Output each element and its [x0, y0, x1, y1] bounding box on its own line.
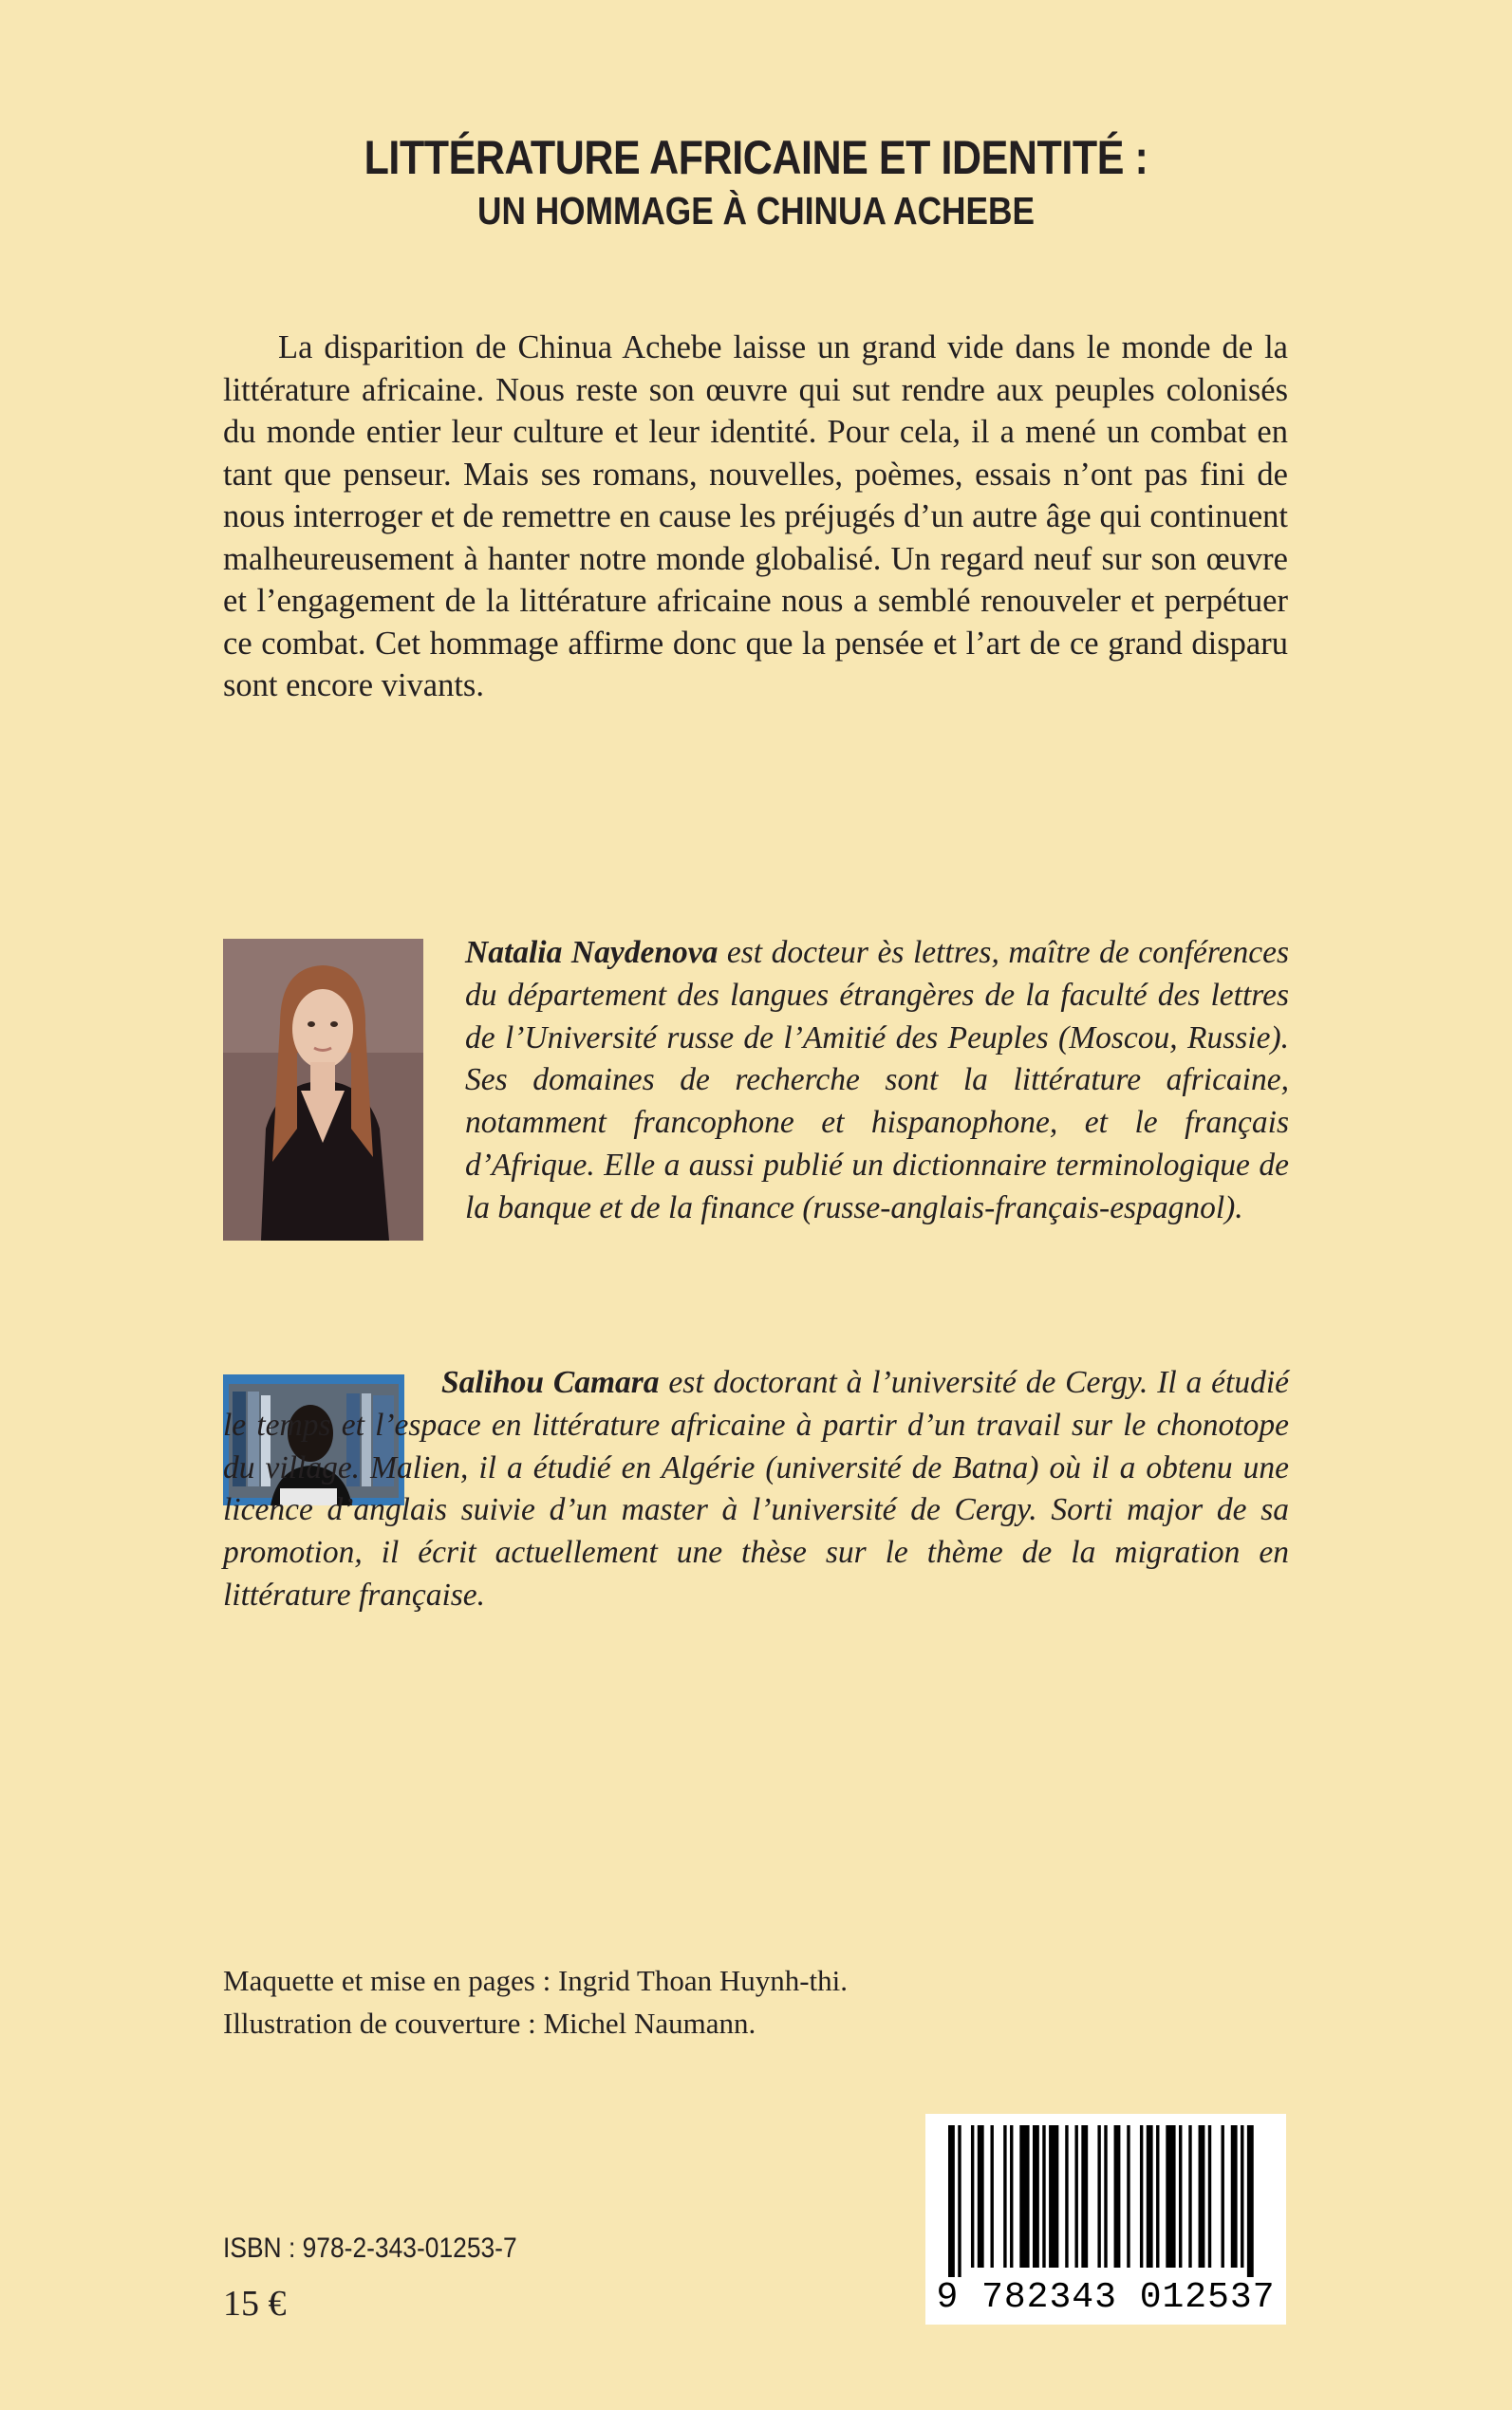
- author-bio-naydenova: [465, 932, 1289, 1230]
- barcode-bar: [1074, 2125, 1077, 2268]
- barcode-bar: [1065, 2125, 1068, 2268]
- barcode-bar: [971, 2125, 974, 2268]
- barcode-bar: [1019, 2125, 1029, 2268]
- barcode-bar: [1247, 2125, 1254, 2277]
- barcode-digits: 9 782343 012537: [936, 2277, 1276, 2318]
- book-subtitle: UN HOMMAGE À CHINUA ACHEBE: [476, 189, 1036, 233]
- barcode-bar: [1003, 2125, 1006, 2268]
- barcode-bar: [978, 2125, 984, 2268]
- barcode-bar: [1081, 2125, 1088, 2268]
- barcode-bar: [1241, 2125, 1243, 2268]
- barcode-bar: [1127, 2125, 1129, 2268]
- credit-illustration: Illustration de couverture : Michel Naumann.: [223, 2007, 756, 2040]
- book-title: LITTÉRATURE AFRICAINE ET IDENTITÉ :: [364, 131, 1148, 184]
- book-title-block: [0, 129, 1512, 235]
- barcode-bar: [1042, 2125, 1045, 2268]
- barcode-bar: [1010, 2125, 1013, 2268]
- price: 15 €: [223, 2284, 287, 2324]
- barcode-bar: [1147, 2125, 1153, 2268]
- author-bio-camara: [223, 1362, 1289, 1617]
- barcode-bar: [1049, 2125, 1058, 2268]
- barcode-bar: [1166, 2125, 1175, 2268]
- barcode-bar: [1179, 2125, 1182, 2268]
- barcode-bar: [1188, 2125, 1191, 2268]
- barcode-bars: [948, 2125, 1263, 2277]
- credit-layout: Maquette et mise en pages : Ingrid Thoan Huynh-thi.: [223, 1964, 849, 1997]
- barcode-bar: [1208, 2125, 1211, 2268]
- barcode-bar: [990, 2125, 993, 2268]
- barcode-bar: [1231, 2125, 1238, 2268]
- credits: [223, 1959, 848, 2045]
- author-photo-naydenova: [223, 939, 423, 1241]
- author-name: Salihou Camara: [441, 1365, 660, 1400]
- book-summary: La disparition de Chinua Achebe laisse un grand vide dans le monde de la littérature africaine. Nous reste son œuvre qui sut rendre aux peuples colonisés du monde entier leur culture et leur identité. Pour cela, il a mené un combat en tant que penseur. Mais ses romans, nouvelles, poèmes, essais n’ont pas fini de nous interroger et de remettre en cause les préjugés d’un autre âge qui continuent malheureusement à hanter notre monde globalisé. Un regard neuf sur son œuvre et l’engagement de la littérature africaine nous a semblé renouveler et perpétuer ce combat. Cet hommage affirme donc que la pensée et l’art de ce grand disparu sont encore vivants.: [223, 329, 1288, 703]
- barcode-bar: [1156, 2125, 1159, 2268]
- author-bio-text: est doctorant à l’université de Cergy. Il a étudié le temps et l’espace en littérature africaine à partir d’un travail sur le chonotope du village. Malien, il a étudié en Algérie (université de Batna) où il a obtenu une licence d’anglais suivie d’un master à l’université de Cergy. Sorti major de sa promotion, il écrit actuellement une thèse sur le thème de la migration en littérature française.: [223, 1365, 1289, 1613]
- barcode: [925, 2114, 1286, 2325]
- barcode-bar: [948, 2125, 955, 2277]
- barcode-bar: [958, 2125, 961, 2277]
- barcode-bar: [1140, 2125, 1143, 2268]
- barcode-bar: [1199, 2125, 1205, 2268]
- barcode-bar: [1104, 2125, 1107, 2268]
- barcode-bar: [1222, 2125, 1224, 2268]
- barcode-bar: [1097, 2125, 1100, 2268]
- barcode-bar: [1033, 2125, 1039, 2268]
- author-bio-text: est docteur ès lettres, maître de conférences du département des langues étrangères de la faculté des lettres de l’Université russe de l’Amitié des Peuples (Moscou, Russie). Ses domaines de recherche sont la littérature africaine, notamment francophone et hispanophone, et le français d’Afrique. Elle a aussi publié un dictionnaire terminologique de la banque et de la finance (russe-anglais-français-espagnol).: [465, 935, 1290, 1225]
- barcode-bar: [1114, 2125, 1121, 2268]
- isbn: ISBN : 978-2-343-01253-7: [223, 2233, 517, 2264]
- author-name: Natalia Naydenova: [465, 935, 719, 970]
